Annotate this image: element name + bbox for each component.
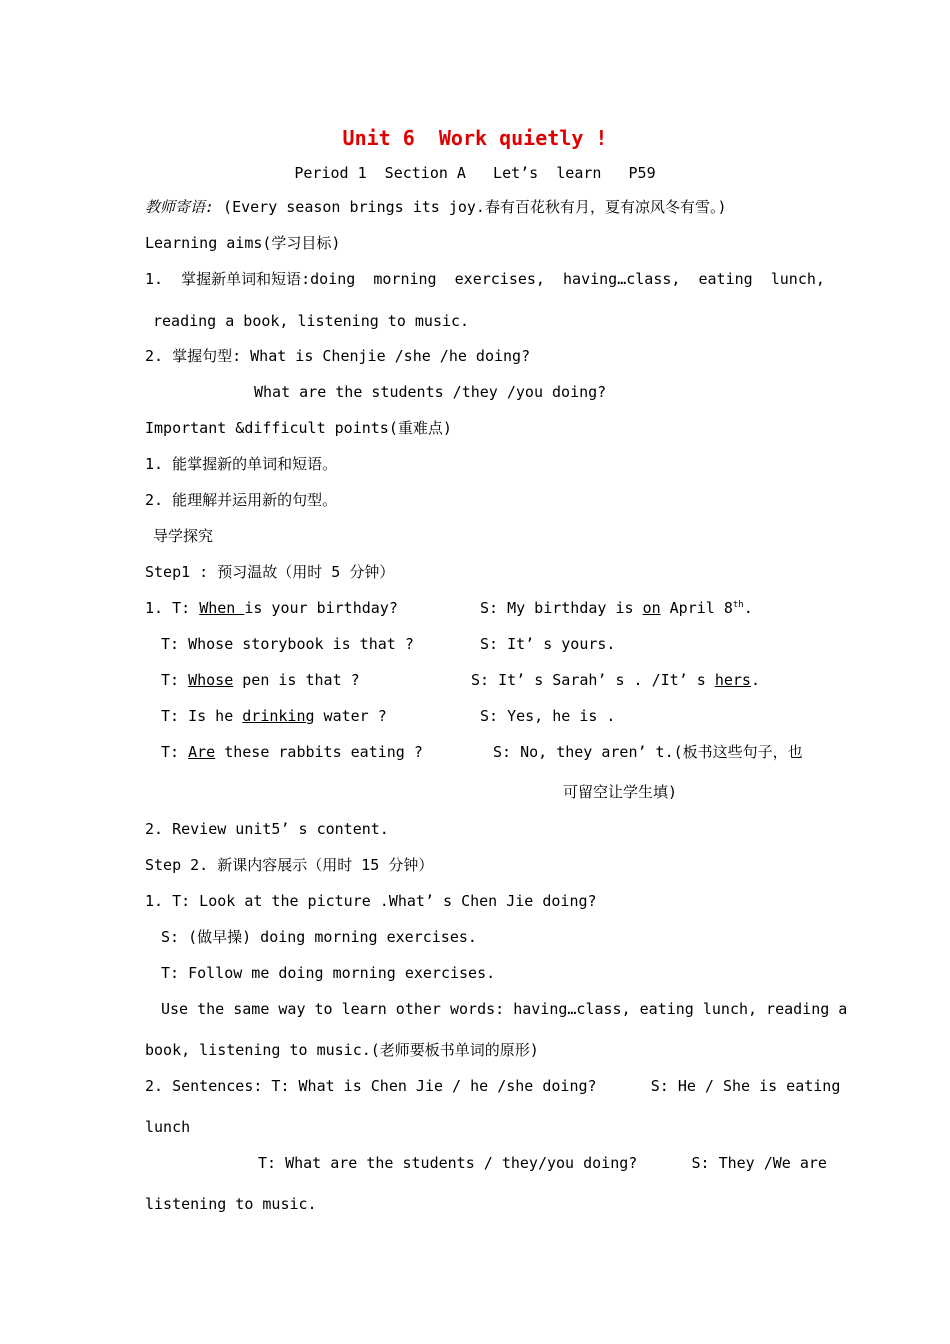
text-segment: T: Is he bbox=[161, 707, 243, 725]
step2-line: book, listening to music.(老师要板书单词的原形) bbox=[145, 1041, 539, 1059]
dialogue-teacher-line bbox=[161, 670, 360, 690]
board-note-cont: 可留空让学生填) bbox=[563, 783, 678, 801]
dialogue-student-line bbox=[480, 598, 753, 618]
step2-line: Use the same way to learn other words: having…class, eating lunch, reading a bbox=[161, 1000, 848, 1018]
step2-line: 2. Sentences: T: What is Chen Jie / he /she doing? S: He / She is eating bbox=[145, 1077, 841, 1095]
aims-item-1: 1. 掌握新单词和短语:doing morning exercises, having…class, eating lunch, bbox=[145, 270, 825, 288]
superscript: th bbox=[732, 600, 744, 610]
points-heading: Important &difficult points(重难点) bbox=[145, 419, 452, 437]
text-segment: pen is that ? bbox=[233, 671, 360, 689]
text-segment: these rabbits eating ? bbox=[215, 743, 423, 761]
aims-item-2: 2. 掌握句型: What is Chenjie /she /he doing? bbox=[145, 347, 531, 365]
dialogue-teacher-line bbox=[161, 706, 387, 726]
step2-line: 1. T: Look at the picture .What’ s Chen Jie doing? bbox=[145, 892, 597, 910]
dialogue-student-line: S: No, they aren’ t.(板书这些句子，也 bbox=[493, 743, 803, 761]
step1-heading: Step1 : 预习温故（用时 5 分钟） bbox=[145, 563, 395, 581]
text-segment: April 8 bbox=[660, 599, 733, 617]
dialogue-teacher-line: T: Whose storybook is that ? bbox=[161, 635, 414, 653]
dialogue-student-line bbox=[471, 670, 760, 690]
points-item-2: 2. 能理解并运用新的句型。 bbox=[145, 491, 338, 509]
text-segment: water ? bbox=[314, 707, 387, 725]
step2-heading: Step 2. 新课内容展示（用时 15 分钟） bbox=[145, 856, 434, 874]
dialogue-teacher-line bbox=[145, 598, 398, 618]
text-segment: 1. T: bbox=[145, 599, 200, 617]
text-segment: T: bbox=[161, 671, 189, 689]
guide-heading: 导学探究 bbox=[153, 527, 214, 545]
underlined-answer: on bbox=[642, 599, 661, 617]
underlined-answer: hers bbox=[714, 671, 751, 689]
step2-line: listening to music. bbox=[145, 1195, 317, 1213]
dialogue-teacher-line bbox=[161, 742, 423, 762]
text-segment: T: bbox=[161, 743, 189, 761]
dialogue-student-line: S: It’ s yours. bbox=[480, 635, 616, 653]
underlined-answer: Whose bbox=[188, 671, 234, 689]
points-item-1: 1. 能掌握新的单词和短语。 bbox=[145, 455, 338, 473]
text-segment: . bbox=[743, 599, 753, 617]
step2-line: T: What are the students / they/you doing? S: They /We are bbox=[258, 1154, 827, 1172]
text-segment: S: It’ s Sarah’ s . /It’ s bbox=[471, 671, 715, 689]
motto-label: 教师寄语: bbox=[145, 198, 215, 216]
text-segment: . bbox=[750, 671, 760, 689]
step2-line: S: (做早操) doing morning exercises. bbox=[161, 928, 477, 946]
step2-line: lunch bbox=[145, 1118, 191, 1136]
document-subtitle: Period 1 Section A Let’s learn P59 bbox=[294, 164, 656, 182]
document-title: Unit 6 Work quietly ! bbox=[342, 126, 608, 150]
text-segment: is your birthday? bbox=[244, 599, 398, 617]
underlined-answer: When bbox=[199, 599, 245, 617]
text-segment: S: My birthday is bbox=[480, 599, 643, 617]
teacher-motto bbox=[145, 197, 727, 217]
step2-line: T: Follow me doing morning exercises. bbox=[161, 964, 496, 982]
underlined-answer: drinking bbox=[242, 707, 315, 725]
underlined-answer: Are bbox=[188, 743, 216, 761]
motto-text: (Every season brings its joy.春有百花秋有月，夏有凉风冬有雪。) bbox=[214, 198, 727, 216]
aims-heading: Learning aims(学习目标) bbox=[145, 234, 341, 252]
step1-review: 2. Review unit5’ s content. bbox=[145, 820, 389, 838]
dialogue-student-line: S: Yes, he is . bbox=[480, 707, 616, 725]
aims-item-1-cont: reading a book, listening to music. bbox=[153, 312, 470, 330]
aims-item-2-cont: What are the students /they /you doing? bbox=[254, 383, 607, 401]
